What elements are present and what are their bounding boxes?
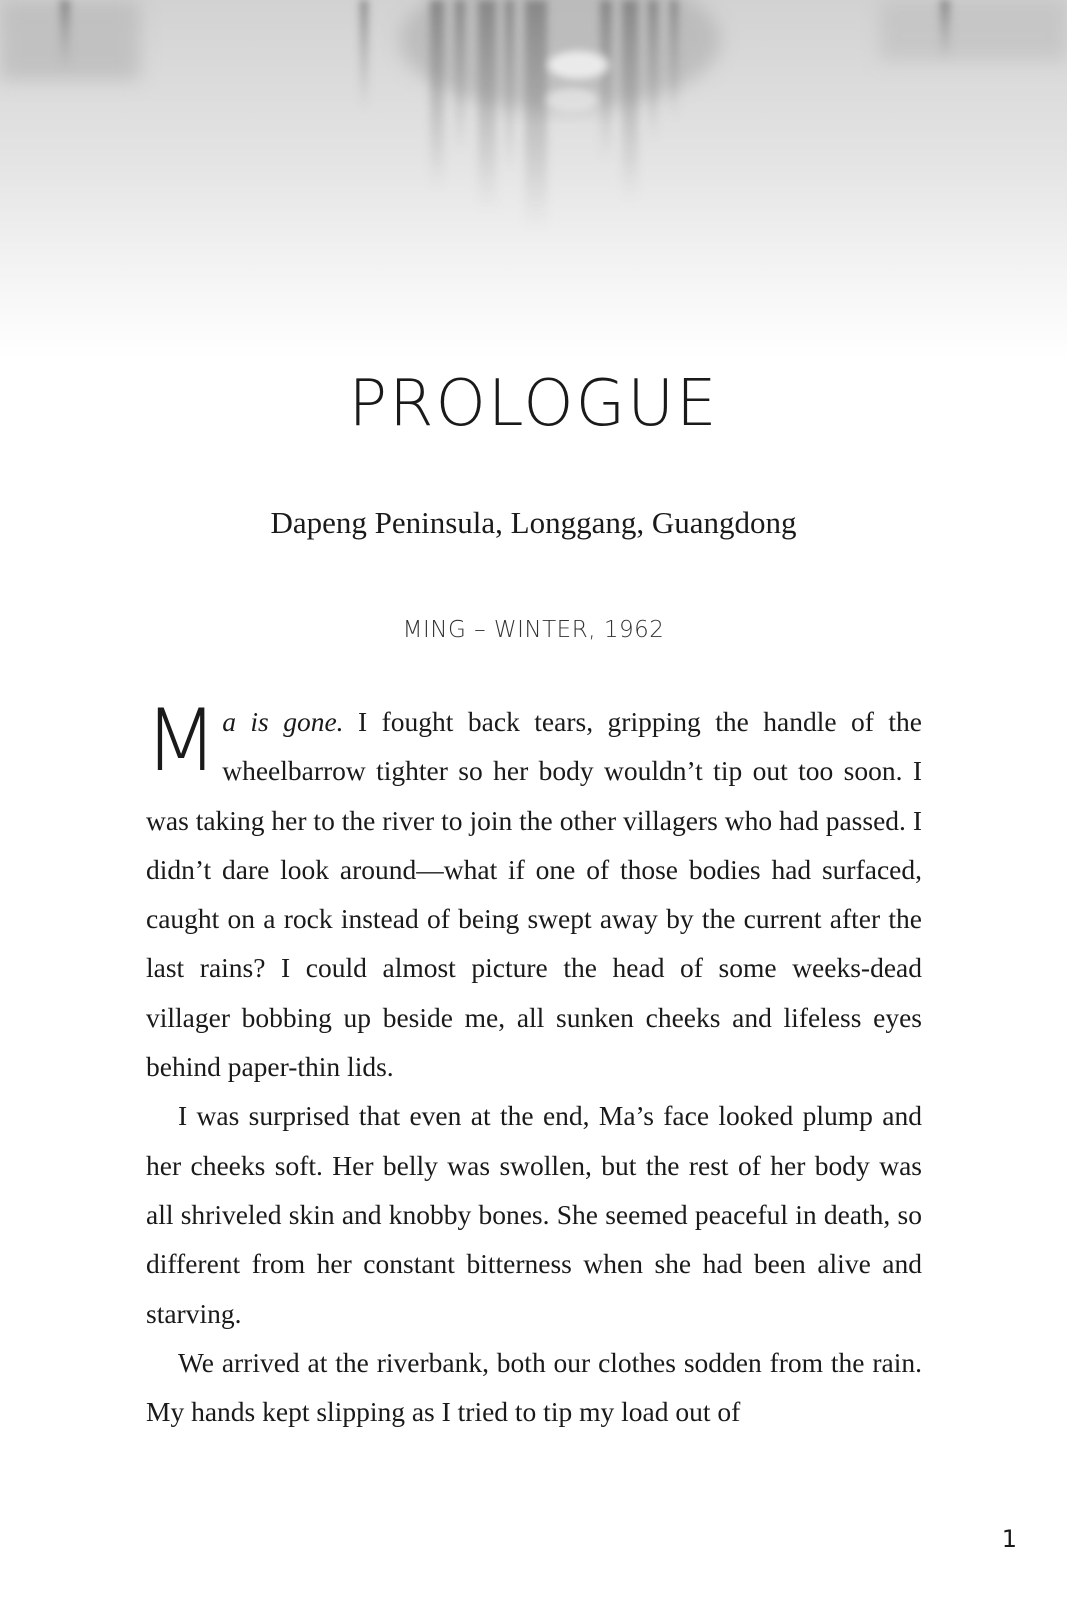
page-number: 1 — [1001, 1525, 1017, 1553]
paragraph-2: I was surprised that even at the end, Ma’s face looked plump and her cheeks soft. Her belly was swollen, but the rest of her body was all shriveled skin and knobby bones. She seemed peaceful in death, so different from her constant bitterness when she had been alive and starving. — [146, 1100, 922, 1329]
drop-cap: M — [144, 691, 219, 791]
paragraph-1-text: I fought back tears, gripping the handle of the wheelbarrow tighter so her body wouldn’t tip out too soon. I was taking her to the river to join the other villagers who had passed. I didn’t dare look around—what if one of those bodies had surfaced, caught on a rock instead of being swept away by the current after the last rains? I could almost picture the head of some weeks-dead villager bobbing up beside me, all sunken cheeks and lifeless eyes behind paper-thin lids. — [146, 706, 922, 1083]
chapter-body — [144, 691, 922, 1436]
paragraph-3: We arrived at the riverbank, both our clothes sodden from the rain. My hands kept slipping as I tried to tip my load out of — [146, 1346, 922, 1428]
chapter-location: Dapeng Peninsula, Longgang, Guangdong — [270, 505, 797, 540]
misty-header-illustration — [0, 0, 1067, 360]
paragraph-1 — [144, 691, 922, 1091]
chapter-narrator-date: MING – WINTER, 1962 — [402, 617, 665, 643]
chapter-title: PROLOGUE — [348, 367, 719, 441]
paragraph-1-italic-opening: a is gone. — [222, 706, 344, 737]
